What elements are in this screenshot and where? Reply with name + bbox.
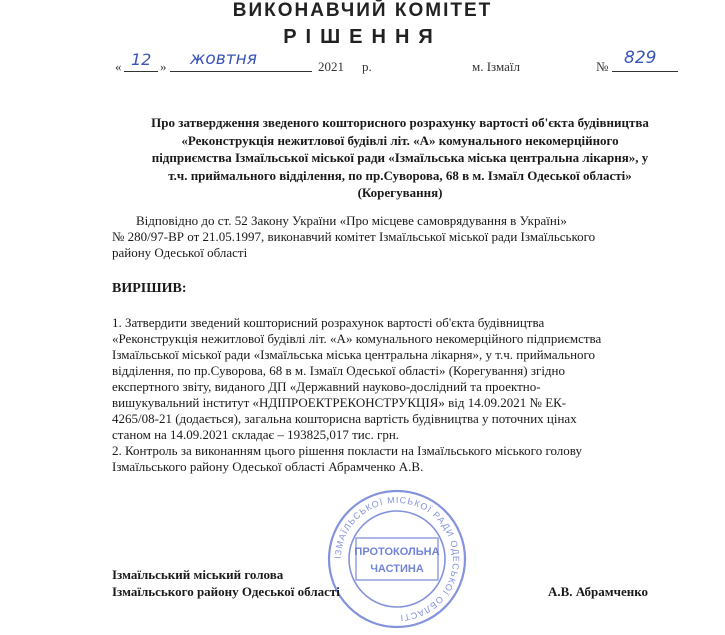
date-year-suffix: р. bbox=[362, 59, 372, 74]
svg-text:ІЗМАЇЛЬСЬКОЇ МІСЬКОЇ РАДИ ОДЕС bbox=[333, 495, 461, 623]
title-line: підприємства Ізмаїльської міської ради «Ізмаїльська міська центральна лікарня», у bbox=[151, 150, 649, 166]
item-1-line: станом на 14.09.2021 складає – 193825,017 тис. грн. bbox=[112, 427, 400, 442]
title-line: (Корегування) bbox=[357, 185, 443, 201]
date-day: 12 bbox=[131, 50, 152, 69]
resolved-label: ВИРІШИВ: bbox=[112, 281, 187, 296]
item-1-line: 4265/08-21 (додається), загальна кошторисна вартість будівництва у поточних цінах bbox=[112, 411, 577, 426]
date-year: 2021 bbox=[318, 59, 344, 74]
item-1-line: «Реконструкція нежитлової будівлі літ. «А» комунального некомерційного підприємства bbox=[112, 331, 602, 346]
date-line bbox=[0, 48, 725, 78]
preamble bbox=[112, 213, 682, 261]
title-line: Про затвердження зведеного кошторисного розрахунку вартості об'єкта будівництва bbox=[151, 115, 649, 130]
decision-heading: РІШЕННЯ bbox=[283, 26, 442, 48]
stamp-center-line-1: ПРОТОКОЛЬНА bbox=[354, 546, 440, 558]
date-quote-close: » bbox=[160, 59, 167, 74]
stamp-center-line-2: ЧАСТИНА bbox=[370, 563, 424, 575]
preamble-line: № 280/97-ВР от 21.05.1997, виконавчий комітет Ізмаїльської міської ради Ізмаїльського bbox=[112, 229, 596, 244]
item-1-line: експертного звіту, виданого ДП «Державний науково-дослідний та проектно- bbox=[112, 379, 541, 394]
resolution-item-2 bbox=[112, 443, 682, 475]
title-line: «Реконструкція нежитлової будівлі літ. «А» комунального некомерційного bbox=[181, 132, 619, 148]
item-2-line: 2. Контроль за виконанням цього рішення покласти на Ізмаїльського міського голову bbox=[112, 443, 582, 458]
signature-name: А.В. Абрамченко bbox=[548, 584, 649, 599]
preamble-line: Відповідно до ст. 52 Закону України «Про місцеве самоврядування в Україні» bbox=[136, 213, 567, 228]
decision-title bbox=[120, 114, 680, 202]
city-name: м. Ізмаїл bbox=[472, 59, 521, 74]
signature-position bbox=[112, 566, 340, 600]
number-label: № bbox=[596, 59, 609, 74]
item-1-line: вишукувальний інститут «НДІПРОЕКТРЕКОНСТРУКЦІЯ» від 14.09.2021 № ЕК- bbox=[112, 395, 567, 410]
stamp-seal-icon bbox=[326, 488, 468, 630]
title-line: т.ч. приймального відділення, по пр.Суворова, 68 в м. Ізмаїл Одеської області» bbox=[168, 167, 632, 183]
item-1-line: відділення, по пр.Суворова, 68 в м. Ізмаїл Одеської області» (Корегування) згідно bbox=[112, 363, 566, 378]
signature-position-line-1: Ізмаїльський міський голова bbox=[112, 567, 284, 582]
signature-position-line-2: Ізмаїльського району Одеської області bbox=[112, 584, 340, 599]
stamp-ring-text: ІЗМАЇЛЬСЬКОЇ МІСЬКОЇ РАДИ ОДЕСЬКОЇ ОБЛАСТІ bbox=[332, 494, 462, 623]
date-quote-open: « bbox=[115, 59, 122, 74]
item-1-line: 1. Затвердити зведений кошторисний розрахунок вартості об'єкта будівництва bbox=[112, 315, 545, 330]
committee-heading: ВИКОНАВЧИЙ КОМІТЕТ bbox=[232, 0, 493, 21]
item-2-line: Ізмаїльського району Одеської області Абрамченко А.В. bbox=[112, 459, 424, 474]
preamble-line: району Одеської області bbox=[112, 245, 248, 260]
official-stamp bbox=[326, 488, 468, 630]
decision-number: 829 bbox=[624, 48, 657, 68]
date-month: жовтня bbox=[190, 49, 257, 69]
item-1-line: Ізмаїльської міської ради «Ізмаїльська міська центральна лікарня», у т.ч. приймального bbox=[112, 347, 596, 362]
resolution-item-1 bbox=[112, 315, 682, 443]
